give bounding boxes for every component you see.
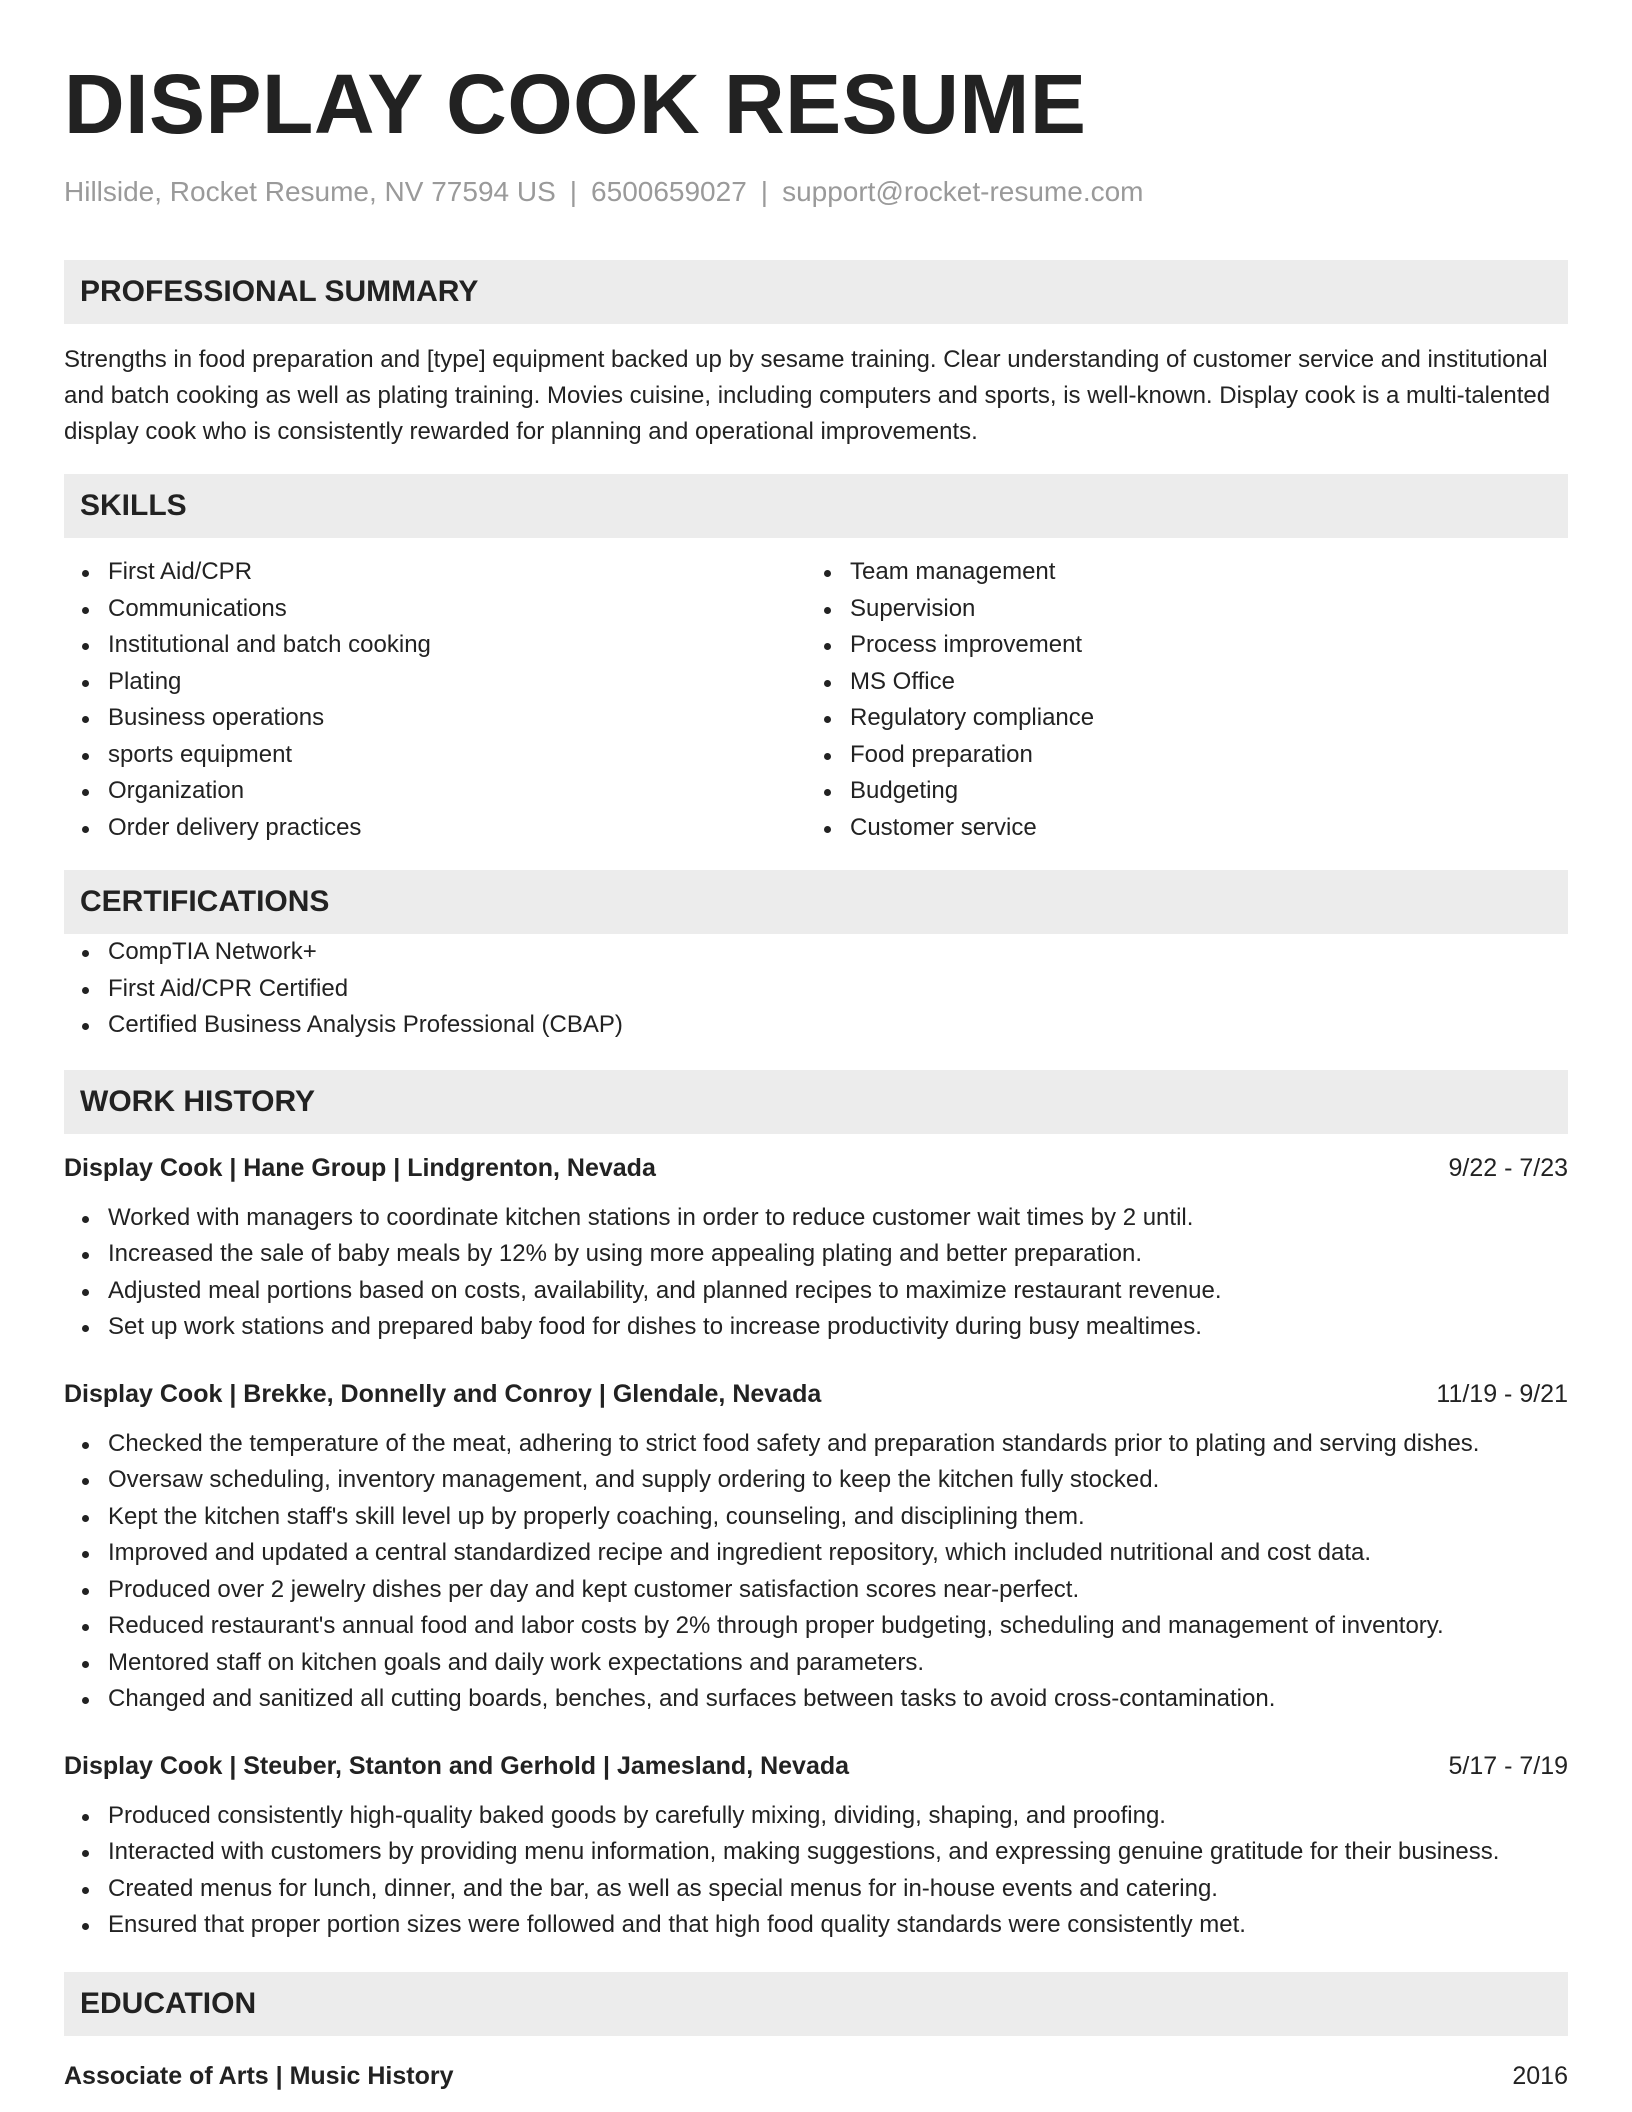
contact-separator: | xyxy=(569,176,578,207)
job-header xyxy=(64,1376,1568,1412)
job-header xyxy=(64,1150,1568,1186)
job-bullet: Set up work stations and prepared baby food for dishes to increase productivity during busy mealtimes. xyxy=(108,1309,1568,1346)
skill-item: Supervision xyxy=(850,591,1548,628)
job-title: Display Cook | Hane Group | Lindgrenton, Nevada xyxy=(64,1153,656,1182)
skill-item: Customer service xyxy=(850,810,1548,847)
job-bullets xyxy=(64,1426,1568,1718)
job-bullet: Interacted with customers by providing menu information, making suggestions, and expressing genuine gratitude for their business. xyxy=(108,1834,1568,1871)
skill-item: Order delivery practices xyxy=(108,810,806,847)
job-title: Display Cook | Steuber, Stanton and Gerhold | Jamesland, Nevada xyxy=(64,1751,850,1780)
section-heading-certifications: CERTIFICATIONS xyxy=(64,870,1568,934)
skills-list-right xyxy=(806,554,1548,846)
skill-item: Communications xyxy=(108,591,806,628)
job-entry xyxy=(64,1748,1568,1944)
job-bullet: Produced over 2 jewelry dishes per day and kept customer satisfaction scores near-perfect. xyxy=(108,1572,1568,1609)
job-entry xyxy=(64,1376,1568,1718)
job-header xyxy=(64,1748,1568,1784)
contact-separator: | xyxy=(760,176,769,207)
job-bullets xyxy=(64,1798,1568,1944)
job-bullets xyxy=(64,1200,1568,1346)
section-heading-skills: SKILLS xyxy=(64,474,1568,538)
skill-item: Business operations xyxy=(108,700,806,737)
skill-item: Process improvement xyxy=(850,627,1548,664)
job-bullet: Checked the temperature of the meat, adhering to strict food safety and preparation standards prior to plating and serving dishes. xyxy=(108,1426,1568,1463)
skills-column-right xyxy=(806,554,1548,846)
job-bullet: Worked with managers to coordinate kitchen stations in order to reduce customer wait times by 2 until. xyxy=(108,1200,1568,1237)
job-bullet: Changed and sanitized all cutting boards, benches, and surfaces between tasks to avoid cross-contamination. xyxy=(108,1681,1568,1718)
job-dates: 11/19 - 9/21 xyxy=(1436,1379,1568,1408)
job-entry xyxy=(64,1150,1568,1346)
education-year: 2016 xyxy=(1512,2061,1568,2090)
job-bullet: Created menus for lunch, dinner, and the bar, as well as special menus for in-house events and catering. xyxy=(108,1871,1568,1908)
certification-item: Certified Business Analysis Professional (CBAP) xyxy=(108,1007,1568,1044)
skill-item: Food preparation xyxy=(850,737,1548,774)
skill-item: Team management xyxy=(850,554,1548,591)
summary-text: Strengths in food preparation and [type] equipment backed up by sesame training. Clear understanding of customer service and institutional and batch cooking as well as plating training. Movies cuisine, including computers and sports, is well-known. Display cook is a multi-talented display cook who is consistently rewarded for planning and operational improvements. xyxy=(64,346,1551,445)
contact-phone: 6500659027 xyxy=(591,176,747,207)
certification-item: First Aid/CPR Certified xyxy=(108,971,1568,1008)
job-title: Display Cook | Brekke, Donnelly and Conroy | Glendale, Nevada xyxy=(64,1379,822,1408)
certification-item: CompTIA Network+ xyxy=(108,934,1568,971)
section-heading-summary: PROFESSIONAL SUMMARY xyxy=(64,260,1568,324)
certifications-list xyxy=(64,934,1568,1044)
skills-grid xyxy=(64,554,1568,846)
job-bullet: Ensured that proper portion sizes were followed and that high food quality standards were consistently met. xyxy=(108,1907,1568,1944)
job-bullet: Adjusted meal portions based on costs, availability, and planned recipes to maximize restaurant revenue. xyxy=(108,1273,1568,1310)
job-dates: 9/22 - 7/23 xyxy=(1448,1153,1568,1182)
skill-item: Regulatory compliance xyxy=(850,700,1548,737)
job-bullet: Kept the kitchen staff's skill level up by properly coaching, counseling, and disciplining them. xyxy=(108,1499,1568,1536)
contact-email: support@rocket-resume.com xyxy=(782,176,1144,207)
skills-column-left xyxy=(64,554,806,846)
education-entry xyxy=(64,2058,1568,2094)
job-bullet: Reduced restaurant's annual food and labor costs by 2% through proper budgeting, scheduling and management of inventory. xyxy=(108,1608,1568,1645)
skill-item: MS Office xyxy=(850,664,1548,701)
job-bullet: Produced consistently high-quality baked goods by carefully mixing, dividing, shaping, and proofing. xyxy=(108,1798,1568,1835)
section-heading-work-history: WORK HISTORY xyxy=(64,1070,1568,1134)
job-bullet: Oversaw scheduling, inventory management, and supply ordering to keep the kitchen fully stocked. xyxy=(108,1462,1568,1499)
skill-item: Plating xyxy=(108,664,806,701)
contact-address: Hillside, Rocket Resume, NV 77594 US xyxy=(64,176,556,207)
resume-title: DISPLAY COOK RESUME xyxy=(64,57,1087,151)
skill-item: Institutional and batch cooking xyxy=(108,627,806,664)
contact-line xyxy=(64,174,1568,210)
skill-item: First Aid/CPR xyxy=(108,554,806,591)
job-bullet: Mentored staff on kitchen goals and daily work expectations and parameters. xyxy=(108,1645,1568,1682)
job-dates: 5/17 - 7/19 xyxy=(1448,1751,1568,1780)
skill-item: Organization xyxy=(108,773,806,810)
skill-item: Budgeting xyxy=(850,773,1548,810)
section-heading-education: EDUCATION xyxy=(64,1972,1568,2036)
education-degree: Associate of Arts | Music History xyxy=(64,2061,454,2090)
job-bullet: Increased the sale of baby meals by 12% by using more appealing plating and better preparation. xyxy=(108,1236,1568,1273)
skills-list-left xyxy=(64,554,806,846)
job-bullet: Improved and updated a central standardized recipe and ingredient repository, which included nutritional and cost data. xyxy=(108,1535,1568,1572)
skill-item: sports equipment xyxy=(108,737,806,774)
